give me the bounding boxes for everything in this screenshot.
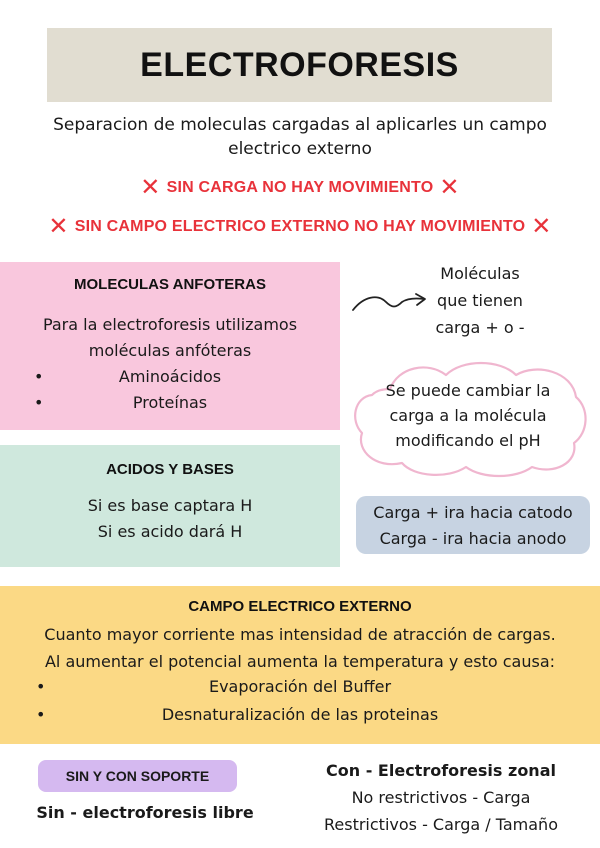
- con-soporte-title: Con - Electroforesis zonal: [326, 761, 556, 780]
- list-item-label: Proteínas: [132, 393, 208, 412]
- campo-line1: Cuanto mayor corriente mas intensidad de atracción de cargas.: [44, 625, 556, 644]
- acidos-bases-section: [0, 445, 340, 567]
- charge-line-negative: Carga - ira hacia anodo: [379, 529, 567, 548]
- list-item: [0, 364, 340, 390]
- list-item-label: Aminoácidos: [118, 367, 222, 386]
- cross-icon: ✕: [48, 213, 69, 240]
- cross-icon: ✕: [140, 174, 161, 201]
- sin-soporte-text: Sin - electroforesis libre: [36, 803, 254, 822]
- list-item: [0, 702, 600, 728]
- soporte-badge: SIN Y CON SOPORTE: [38, 760, 237, 792]
- charge-line-positive: Carga + ira hacia catodo: [373, 503, 573, 522]
- bullet-icon: •: [36, 705, 46, 724]
- charge-direction-box: [356, 496, 590, 554]
- warning-text: SIN CARGA NO HAY MOVIMIENTO: [166, 179, 434, 196]
- anfoteras-text-line2: moléculas anfóteras: [88, 341, 252, 360]
- anfoteras-heading: MOLECULAS ANFOTERAS: [74, 276, 266, 293]
- subtitle: Separacion de moleculas cargadas al aplicarles un campo electrico externo: [53, 115, 547, 159]
- page-title: ELECTROFORESIS: [140, 45, 459, 84]
- molecules-note-line1: Moléculas: [440, 264, 520, 283]
- campo-line2: Al aumentar el potencial aumenta la temperatura y esto causa:: [44, 652, 556, 671]
- warning-no-field: [0, 213, 600, 241]
- title-banner: [47, 28, 552, 102]
- molecules-note: [415, 260, 545, 341]
- molecules-note-line2: que tienen: [437, 291, 523, 310]
- campo-electrico-section: [0, 586, 600, 744]
- cross-icon: ✕: [531, 213, 552, 240]
- cloud-note: [368, 378, 568, 453]
- bullet-icon: •: [34, 367, 44, 386]
- warning-no-charge: [0, 174, 600, 202]
- bullet-icon: •: [34, 393, 44, 412]
- cloud-note-line2: carga a la molécula: [389, 406, 547, 425]
- list-item: [0, 674, 600, 700]
- molecules-note-line3: carga + o -: [435, 318, 525, 337]
- list-item-label: Evaporación del Buffer: [208, 677, 392, 696]
- bullet-icon: •: [36, 677, 46, 696]
- acidos-line1: Si es base captara H: [87, 496, 253, 515]
- anfoteras-text-line1: Para la electroforesis utilizamos: [42, 315, 298, 334]
- list-item: [0, 390, 340, 416]
- campo-heading: CAMPO ELECTRICO EXTERNO: [188, 598, 412, 615]
- cloud-note-line3: modificando el pH: [395, 431, 541, 450]
- cross-icon: ✕: [439, 174, 460, 201]
- acidos-heading: ACIDOS Y BASES: [106, 461, 234, 478]
- cloud-note-line1: Se puede cambiar la: [385, 381, 551, 400]
- acidos-line2: Si es acido dará H: [97, 522, 243, 541]
- list-item-label: Desnaturalización de las proteinas: [161, 705, 439, 724]
- anfoteras-section: [0, 262, 340, 430]
- warning-text: SIN CAMPO ELECTRICO EXTERNO NO HAY MOVIMIENTO: [74, 218, 526, 235]
- con-soporte-line2: Restrictivos - Carga / Tamaño: [324, 815, 558, 834]
- con-soporte-line1: No restrictivos - Carga: [351, 788, 531, 807]
